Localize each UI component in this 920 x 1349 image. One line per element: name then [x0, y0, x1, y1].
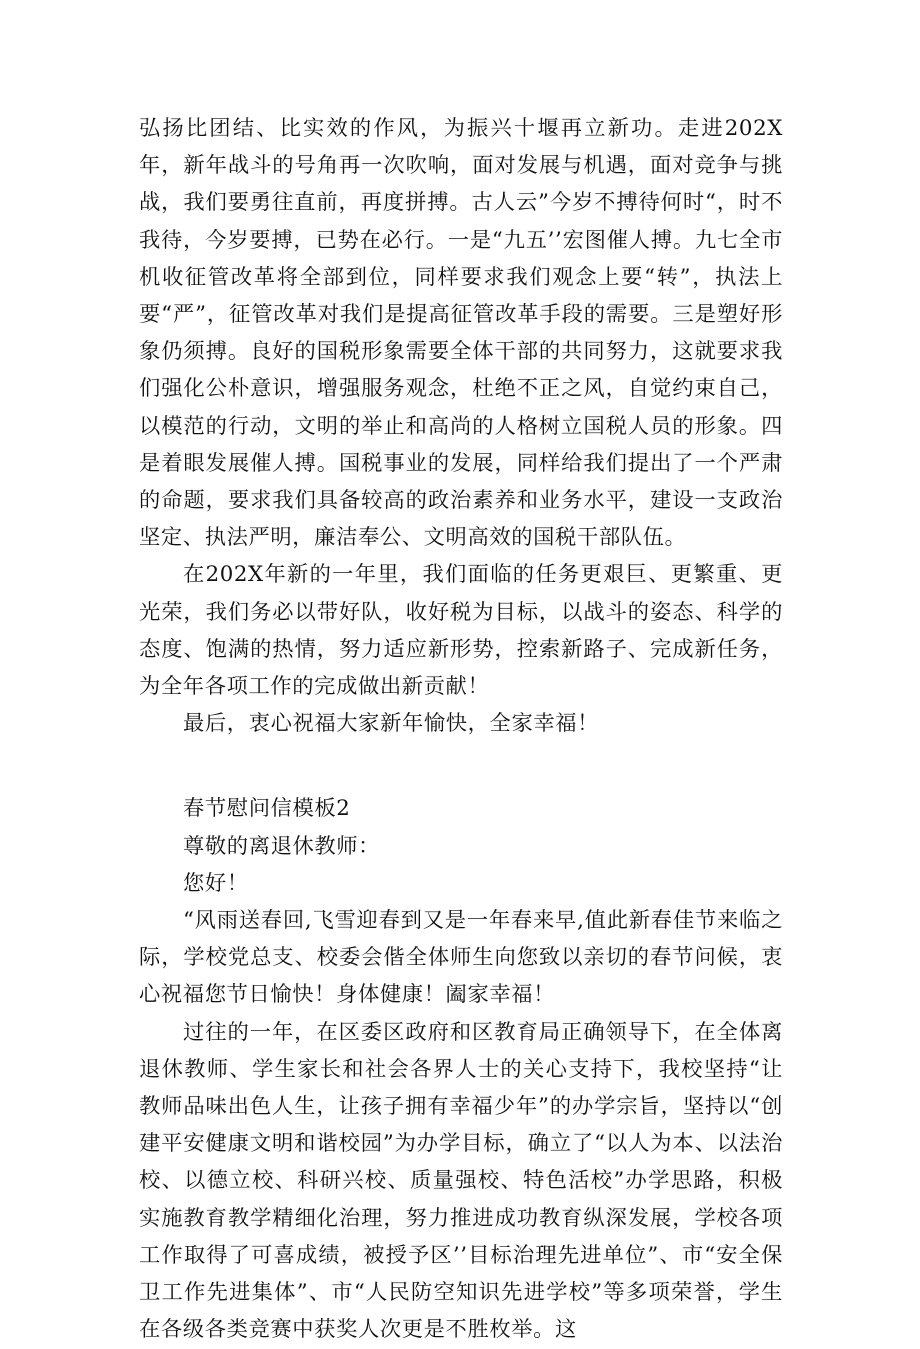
- closing-wish: 最后，衷心祝福大家新年愉快，全家幸福！: [183, 711, 600, 737]
- salutation: 尊敬的离退休教师：: [183, 833, 381, 859]
- body-paragraph-1: 弘扬比团结、比实效的作风，为振兴十堰再立新功。走进202X年，新年战斗的号角再一次吹响，面对发展与机遇，面对竞争与挑战，我们要勇往直前，再度拼搏。古人云”今岁不搏待何时“，时不我待，今岁要搏，已势在必行。一是“九五’’宏图催人搏。九七全市机收征管改革将全部到位，同样要求我们观念上要“转”，执法上要“严”，征管改革对我们是提高征管改革手段的需要。三是塑好形象仍须搏。良好的国税形象需要全体干部的共同努力，这就要求我们强化公朴意识，增强服务观念，杜绝不正之风，自觉约束自己，以模范的行动，文明的举止和高尚的人格树立国税人员的形象。四是着眼发展催人搏。国税事业的发展，同样给我们提出了一个严肃的命题，要求我们具备较高的政治素养和业务水平，建设一支政治坚定、执法严明，廉洁奉公、文明高效的国税干部队伍。: [139, 116, 783, 551]
- letter-paragraph-1: “风雨送春回,飞雪迎春到又是一年春来早,值此新春佳节来临之际，学校党总支、校委会偕全体师生向您致以亲切的春节问候，衷心祝福您节日愉快！身体健康！阖家幸福！: [139, 908, 783, 1008]
- body-paragraph-2: 在202X年新的一年里，我们面临的任务更艰巨、更繁重、更光荣，我们务必以带好队，收好税为目标，以战斗的姿态、科学的态度、饱满的热情，努力适应新形势，控索新路子、完成新任务，为全年各项工作的完成做出新贡献！: [139, 562, 783, 700]
- section-title: 春节慰问信模板2: [183, 796, 351, 822]
- letter-paragraph-2: 过往的一年，在区委区政府和区教育局正确领导下，在全体离退休教师、学生家长和社会各界人士的关心支持下，我校坚持“让教师品味出色人生，让孩子拥有幸福少年”的办学宗旨，坚持以“创建平安健康文明和谐校园”为办学目标，确立了“以人为本、以法治校、以德立校、科研兴校、质量强校、特色活校”办学思路，积极实施教育教学精细化治理，努力推进成功教育纵深发展，学校各项工作取得了可喜成绩，被授予区’’目标治理先进单位”、市“安全保卫工作先进集体”、市“人民防空知识先进学校”等多项荣誉，学生在各级各类竞赛中获奖人次更是不胜枚举。这: [139, 1019, 783, 1343]
- greeting: 您好！: [183, 870, 249, 896]
- document-page: [139, 110, 783, 1349]
